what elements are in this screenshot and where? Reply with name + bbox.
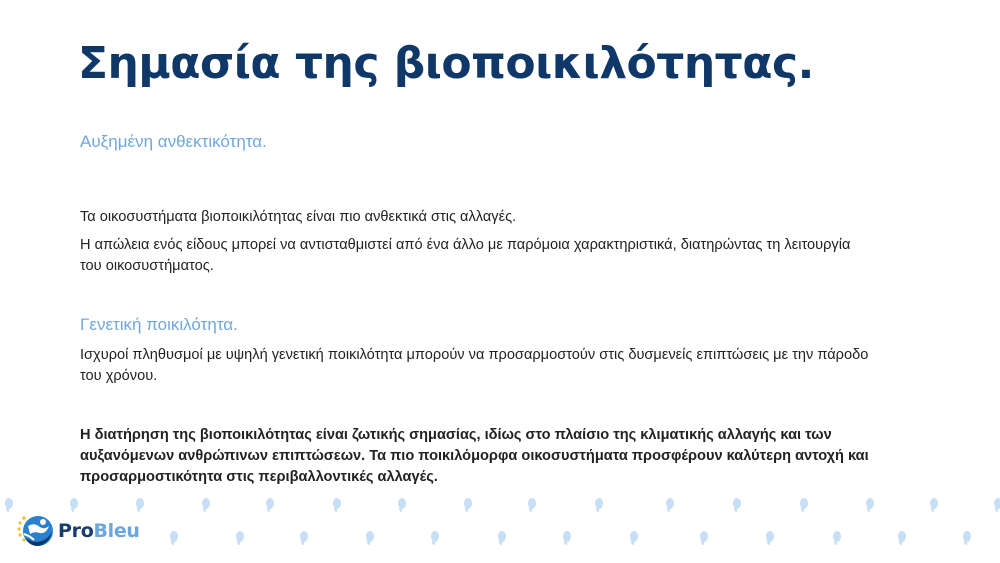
water-drop-icon: [595, 498, 603, 509]
water-drop-icon: [666, 498, 674, 509]
genetic-diversity-paragraph: Ισχυροί πληθυσμοί με υψηλή γενετική ποικιλότητα μπορούν να προσαρμοστούν στις δυσμενείς επιπτώσεις με την πάροδο του χρόνου.: [80, 347, 869, 384]
water-drop-icon: [930, 498, 938, 509]
water-drop-icon: [833, 531, 841, 542]
water-drop-icon: [800, 498, 808, 509]
water-drop-icon: [170, 531, 178, 542]
probleu-logo: [16, 514, 140, 548]
water-drop-icon: [70, 498, 78, 509]
probleu-swimmer-logo-icon: [16, 514, 54, 548]
water-drop-icon: [202, 498, 210, 509]
water-drop-icon: [366, 531, 374, 542]
water-drop-icon: [733, 498, 741, 509]
water-drop-pattern: [0, 490, 1000, 563]
water-drop-icon: [464, 498, 472, 509]
water-drop-icon: [498, 531, 506, 542]
conclusion-paragraph: Η διατήρηση της βιοποικιλότητας είναι ζωτικής σημασίας, ιδίως στο πλαίσιο της κλιματικής αλλαγής και των αυξανόμενων ανθρώπινων επιπτώσεων. Τα πιο ποικιλόμορφα οικοσυστήματα προσφέρουν καλύτερη αντοχή και προσαρμοστικότητα στις περιβαλλοντικές αλλαγές.: [80, 427, 869, 485]
section-heading-resilience: Αυξημένη ανθεκτικότητα.: [80, 132, 267, 151]
water-drop-icon: [700, 531, 708, 542]
logo-text-bleu: Bleu: [93, 520, 140, 542]
resilience-paragraph-2: Η απώλεια ενός είδους μπορεί να αντισταθμιστεί από ένα άλλο με παρόμοια χαρακτηριστικά, διατηρώντας τη λειτουργία του οικοσυστήματος.: [80, 237, 851, 274]
water-drop-icon: [236, 531, 244, 542]
probleu-wordmark: [58, 520, 140, 542]
water-drop-icon: [898, 531, 906, 542]
water-drop-icon: [563, 531, 571, 542]
water-drop-icon: [266, 498, 274, 509]
logo-text-pro: Pro: [58, 520, 94, 542]
water-drop-icon: [398, 498, 406, 509]
water-drop-icon: [431, 531, 439, 542]
water-drop-icon: [333, 498, 341, 509]
water-drop-icon: [766, 531, 774, 542]
water-drop-icon: [5, 498, 13, 509]
water-drop-icon: [300, 531, 308, 542]
water-drop-icon: [630, 531, 638, 542]
water-drop-icon: [528, 498, 536, 509]
water-drop-icon: [994, 498, 1000, 509]
water-drop-icon: [136, 498, 144, 509]
section-heading-genetic-diversity: Γενετική ποικιλότητα.: [80, 315, 238, 334]
slide-title: Σημασία της βιοποικιλότητας.: [78, 38, 814, 89]
water-drop-icon: [866, 498, 874, 509]
resilience-paragraph-1: Τα οικοσυστήματα βιοποικιλότητας είναι πιο ανθεκτικά στις αλλαγές.: [80, 209, 517, 225]
water-drop-icon: [963, 531, 971, 542]
